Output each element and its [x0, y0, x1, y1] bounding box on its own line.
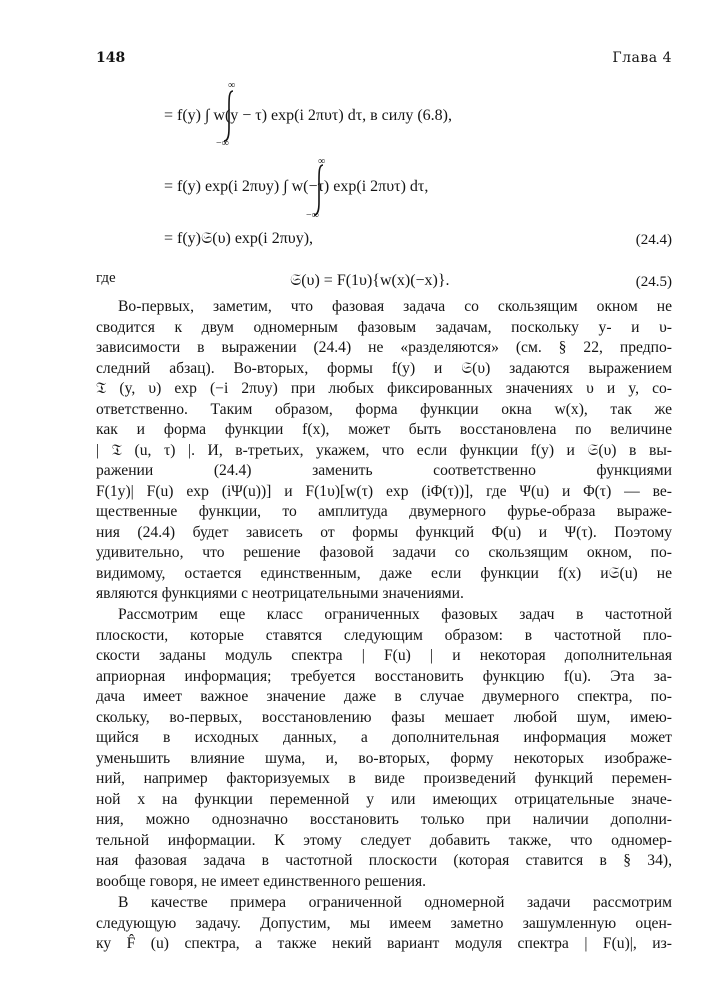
where-label: где: [96, 270, 116, 286]
text-line: F(1y)| F(u) exp (iΨ(u))] и F(1υ)[w(τ) exp (iΦ(τ))], где Ψ(u) и Φ(τ) — ве-: [96, 482, 672, 500]
equation-line-2: = f(y) exp(i 2πυy) ∫ w(−τ) exp(i 2πυτ) dτ,: [164, 178, 429, 195]
text-line: 𝔗 (y, υ) exp (−i 2πυy) при любых фиксированных значениях υ и y, со-: [96, 380, 672, 397]
text-line: следний абзац). Во-вторых, формы f(y) и 𝔖(υ) задаются выражением: [96, 359, 672, 377]
text-line: ражении (24.4) заменить соответственно функциями: [96, 462, 672, 479]
text-line: ответственно. Таким образом, форма функции окна w(x), так же: [96, 400, 672, 418]
equation-line-3: = f(y)𝔖(υ) exp(i 2πυy),: [164, 230, 314, 247]
integral-lower-limit-2: −∞: [306, 210, 319, 221]
chapter-title: Глава 4: [612, 50, 672, 66]
text-line: ная фазовая задача в частотной плоскости (которая ставится в § 34),: [96, 852, 672, 869]
paragraph-1: [96, 297, 672, 605]
text-line: зависимости в выражении (24.4) не «разделяются» (см. § 22, предпо-: [96, 339, 672, 356]
equation-number-24-5: (24.5): [635, 274, 672, 290]
text-line: следующую задачу. Допустим, мы имеем заметно зашумленную оцен-: [96, 914, 672, 932]
text-line: плоскости, которые ставятся следующим образом: в частотной пло-: [96, 626, 672, 644]
text-line: скольку, во-первых, восстановлению фазы мешает любой шум, имею-: [96, 708, 672, 726]
integral-upper-limit-2: ∞: [318, 156, 326, 167]
text-line: видимому, остается единственным, даже если функции f(x) и𝔖(u) не: [96, 564, 672, 582]
text-line: являются функциями с неотрицательными значениями.: [96, 585, 464, 602]
text-line: В качестве примера ограниченной одномерной задачи рассмотрим: [118, 894, 672, 911]
text-line: щийся в исходных данных, а дополнительная информация может: [96, 729, 672, 746]
text-line: ку F̂ (u) спектра, а также некий вариант модуля спектра | F(u)|, из-: [96, 935, 672, 952]
equation-line-1: = f(y) ∫ w(y − τ) exp(i 2πυτ) dτ, в силу (6.8),: [164, 107, 452, 124]
text-line: как и форма функции f(x), может быть восстановлена по величине: [96, 421, 672, 438]
text-line: скости заданы модуль спектра | F(u) | и некоторая дополнительная: [96, 647, 672, 664]
text-line: Во-первых, заметим, что фазовая задача со скользящим окном не: [118, 298, 672, 315]
integral-upper-limit-1: ∞: [228, 80, 236, 91]
text-line: Рассмотрим еще класс ограниченных фазовых задач в частотной: [118, 606, 672, 623]
page-header: [96, 50, 672, 72]
equation-line-4: 𝔖(υ) = F(1υ){w(x)(−x)}.: [290, 272, 450, 289]
text-line: вообще говоря, не имеет единственного решения.: [96, 872, 427, 890]
text-line: щественные функции, то амплитуда двумерного фурье-образа выраже-: [96, 503, 672, 520]
equation-number-24-4: (24.4): [635, 232, 672, 248]
text-line: ной x на функции переменной y или имеющих отрицательные значе-: [96, 790, 672, 808]
text-line: ния, можно однозначно восстановить только при наличии дополни-: [96, 811, 672, 828]
integral-lower-limit-1: −∞: [216, 138, 229, 149]
page-number: 148: [96, 50, 126, 66]
text-line: | 𝔗 (u, τ) |. И, в-третьих, укажем, что если функции f(y) и 𝔖(υ) в вы-: [96, 441, 672, 459]
text-line: удивительно, что решение фазовой задачи со скользящим окном, по-: [96, 544, 672, 561]
text-line: ний, например факторизуемых в виде произведений функций перемен-: [96, 770, 672, 787]
text-line: уменьшить влияние шума, и, во-вторых, форму некоторых изображе-: [96, 749, 672, 767]
text-line: тельной информации. К этому следует добавить также, что одномер-: [96, 831, 672, 849]
paragraph-2: [96, 605, 672, 892]
text-line: ния (24.4) будет зависеть от формы функций Φ(u) и Ψ(τ). Поэтому: [96, 523, 672, 541]
text-line: априорная информация; требуется восстановить функцию f(u). Эта за-: [96, 667, 672, 685]
text-line: дача имеет важное значение даже в случае двумерного спектра, по-: [96, 688, 672, 705]
text-line: сводится к двум одномерным фазовым задачам, поскольку y- и υ-: [96, 318, 672, 336]
paragraph-3: [96, 893, 672, 955]
